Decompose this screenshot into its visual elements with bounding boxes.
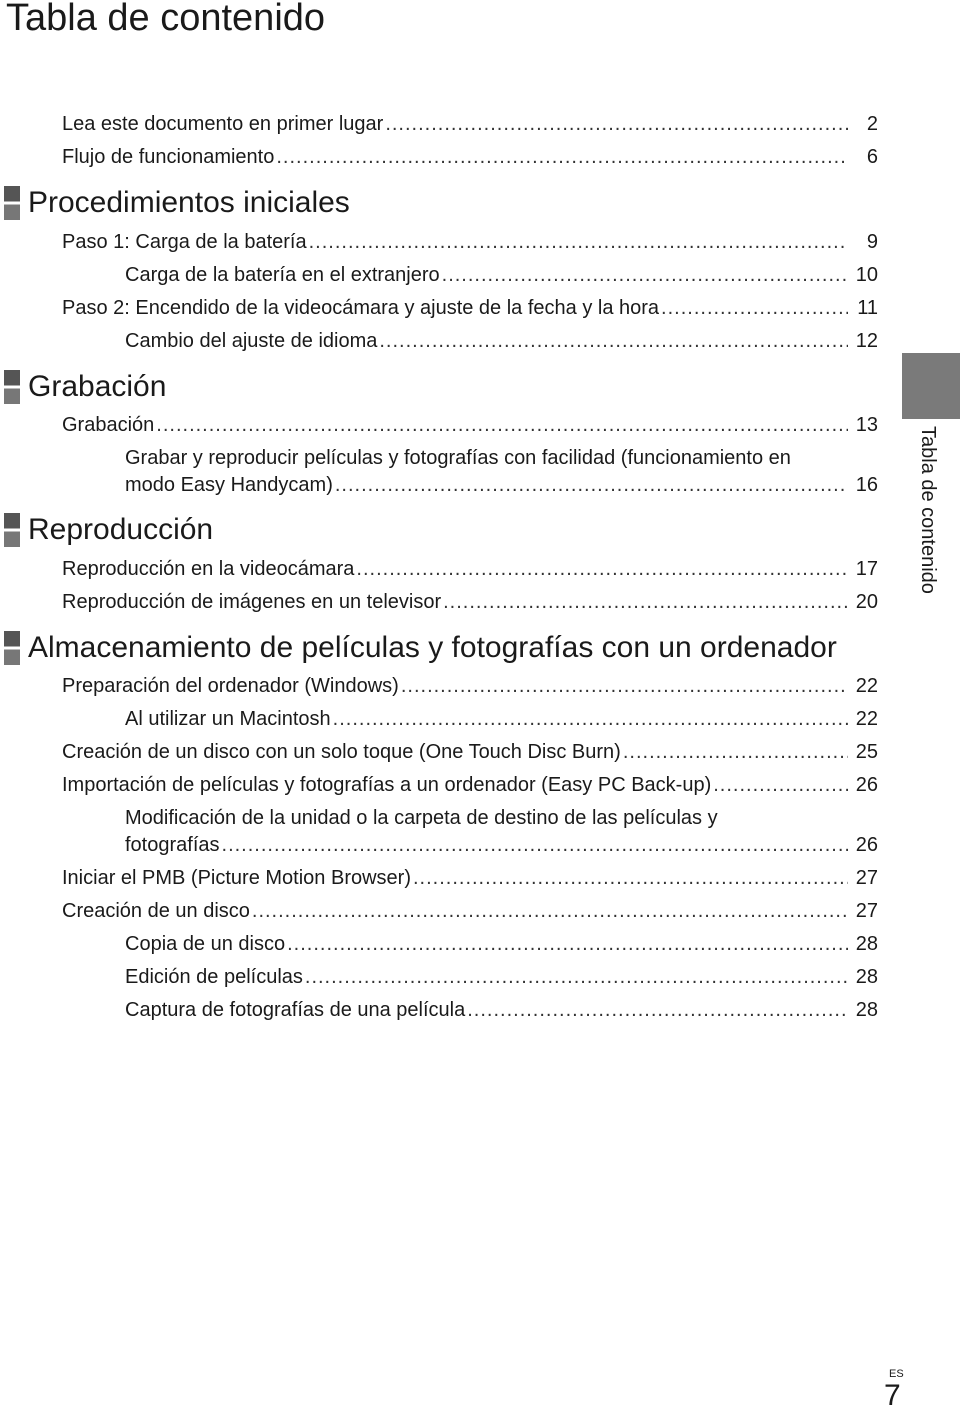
section-title: Almacenamiento de películas y fotografías con un ordenador [28,631,837,664]
section-heading [4,630,837,666]
toc-entry-label: Flujo de funcionamiento [62,146,275,168]
toc-entry[interactable] [62,739,878,766]
leader-dots [401,673,848,700]
leader-dots [333,706,848,733]
page-number: 7 [884,1379,901,1412]
leader-dots [222,832,848,859]
toc-entry-page: 13 [855,414,878,436]
side-tab-label: Tabla de contenido [917,426,939,594]
toc-entry[interactable] [62,295,878,322]
toc-entry-page: 27 [855,900,878,922]
toc-entry[interactable] [125,997,878,1024]
toc-entry-label: Carga de la batería en el extranjero [125,264,440,286]
toc-entry-page: 22 [855,708,878,730]
toc-entry-page: 27 [855,867,878,889]
section-marker-icon [4,370,20,404]
toc-entry[interactable] [125,964,878,991]
toc-entry-label: Copia de un disco [125,933,286,955]
toc-entry-page: 26 [855,774,878,796]
toc-entry[interactable] [62,865,878,892]
toc-entry-page: 17 [855,558,878,580]
page-title: Tabla de contenido [6,0,326,39]
toc-entry-label: Edición de películas [125,966,303,988]
leader-dots [305,964,848,991]
leader-dots [442,262,848,289]
toc-entry[interactable] [62,229,878,256]
toc-entry[interactable] [62,898,878,925]
leader-dots [661,295,848,322]
toc-entry-label: Paso 1: Carga de la batería [62,231,307,253]
toc-entry[interactable] [62,772,878,799]
leader-dots [413,865,848,892]
section-marker-icon [4,513,20,547]
toc-entry-label: Cambio del ajuste de idioma [125,330,378,352]
toc-entry[interactable] [62,556,878,583]
section-title: Procedimientos iniciales [28,186,350,219]
toc-entry-page: 28 [855,933,878,955]
leader-dots [385,111,848,138]
toc-entry-page: 26 [855,834,878,856]
leader-dots [309,229,848,256]
toc-entry-label: Reproducción de imágenes en un televisor [62,591,442,613]
toc-entry-page: 6 [866,146,878,168]
leader-dots [713,772,848,799]
toc-entry[interactable] [62,589,878,616]
toc-entry-label-line1: Modificación de la unidad o la carpeta de destino de las películas y [125,807,718,829]
toc-entry-label: Preparación del ordenador (Windows) [62,675,399,697]
toc-entry-page: 28 [855,966,878,988]
toc-entry-label: Reproducción en la videocámara [62,558,355,580]
toc-entry-page: 9 [866,231,878,253]
toc-entry-label: Paso 2: Encendido de la videocámara y ajuste de la fecha y la hora [62,297,660,319]
toc-entry[interactable] [125,262,878,289]
leader-dots [623,739,848,766]
toc-entry-label: Captura de fotografías de una película [125,999,466,1021]
toc-entry-label: Al utilizar un Macintosh [125,708,331,730]
section-marker-icon [4,631,20,665]
leader-dots [335,472,848,499]
side-index-tab[interactable] [902,353,960,419]
toc-entry-label: Creación de un disco [62,900,250,922]
toc-entry[interactable] [125,805,878,859]
leader-dots [156,412,848,439]
toc-entry-page: 25 [855,741,878,763]
toc-entry-page: 11 [857,297,878,319]
section-heading [4,512,213,548]
section-title: Reproducción [28,513,214,546]
section-heading [4,185,350,221]
toc-entry-label-line2: fotografías [125,834,220,856]
leader-dots [356,556,848,583]
toc-entry-label: Creación de un disco con un solo toque (One Touch Disc Burn) [62,741,621,763]
toc-entry[interactable] [62,144,878,171]
toc-entry-label: Lea este documento en primer lugar [62,113,384,135]
toc-entry-page: 22 [855,675,878,697]
leader-dots [276,144,848,171]
toc-entry-page: 2 [866,113,878,135]
toc-entry-page: 12 [855,330,878,352]
toc-entry-page: 10 [855,264,878,286]
leader-dots [379,328,848,355]
toc-entry[interactable] [125,328,878,355]
toc-entry[interactable] [125,931,878,958]
section-marker-icon [4,186,20,220]
section-title: Grabación [28,370,167,403]
toc-entry-label-line1: Grabar y reproducir películas y fotografías con facilidad (funcionamiento en [125,447,791,469]
toc-entry-label: Grabación [62,414,155,436]
toc-entry[interactable] [62,111,878,138]
toc-entry-page: 16 [855,474,878,496]
leader-dots [443,589,848,616]
section-heading [4,369,166,405]
toc-entry-label-line2: modo Easy Handycam) [125,474,333,496]
leader-dots [467,997,848,1024]
toc-entry[interactable] [62,412,878,439]
toc-entry[interactable] [125,706,878,733]
language-code: ES [889,1368,904,1380]
toc-entry-label: Iniciar el PMB (Picture Motion Browser) [62,867,411,889]
toc-entry-page: 28 [855,999,878,1021]
toc-entry-page: 20 [855,591,878,613]
toc-entry[interactable] [125,445,878,499]
toc-entry-label: Importación de películas y fotografías a un ordenador (Easy PC Back-up) [62,774,712,796]
toc-entry[interactable] [62,673,878,700]
leader-dots [252,898,848,925]
leader-dots [287,931,848,958]
